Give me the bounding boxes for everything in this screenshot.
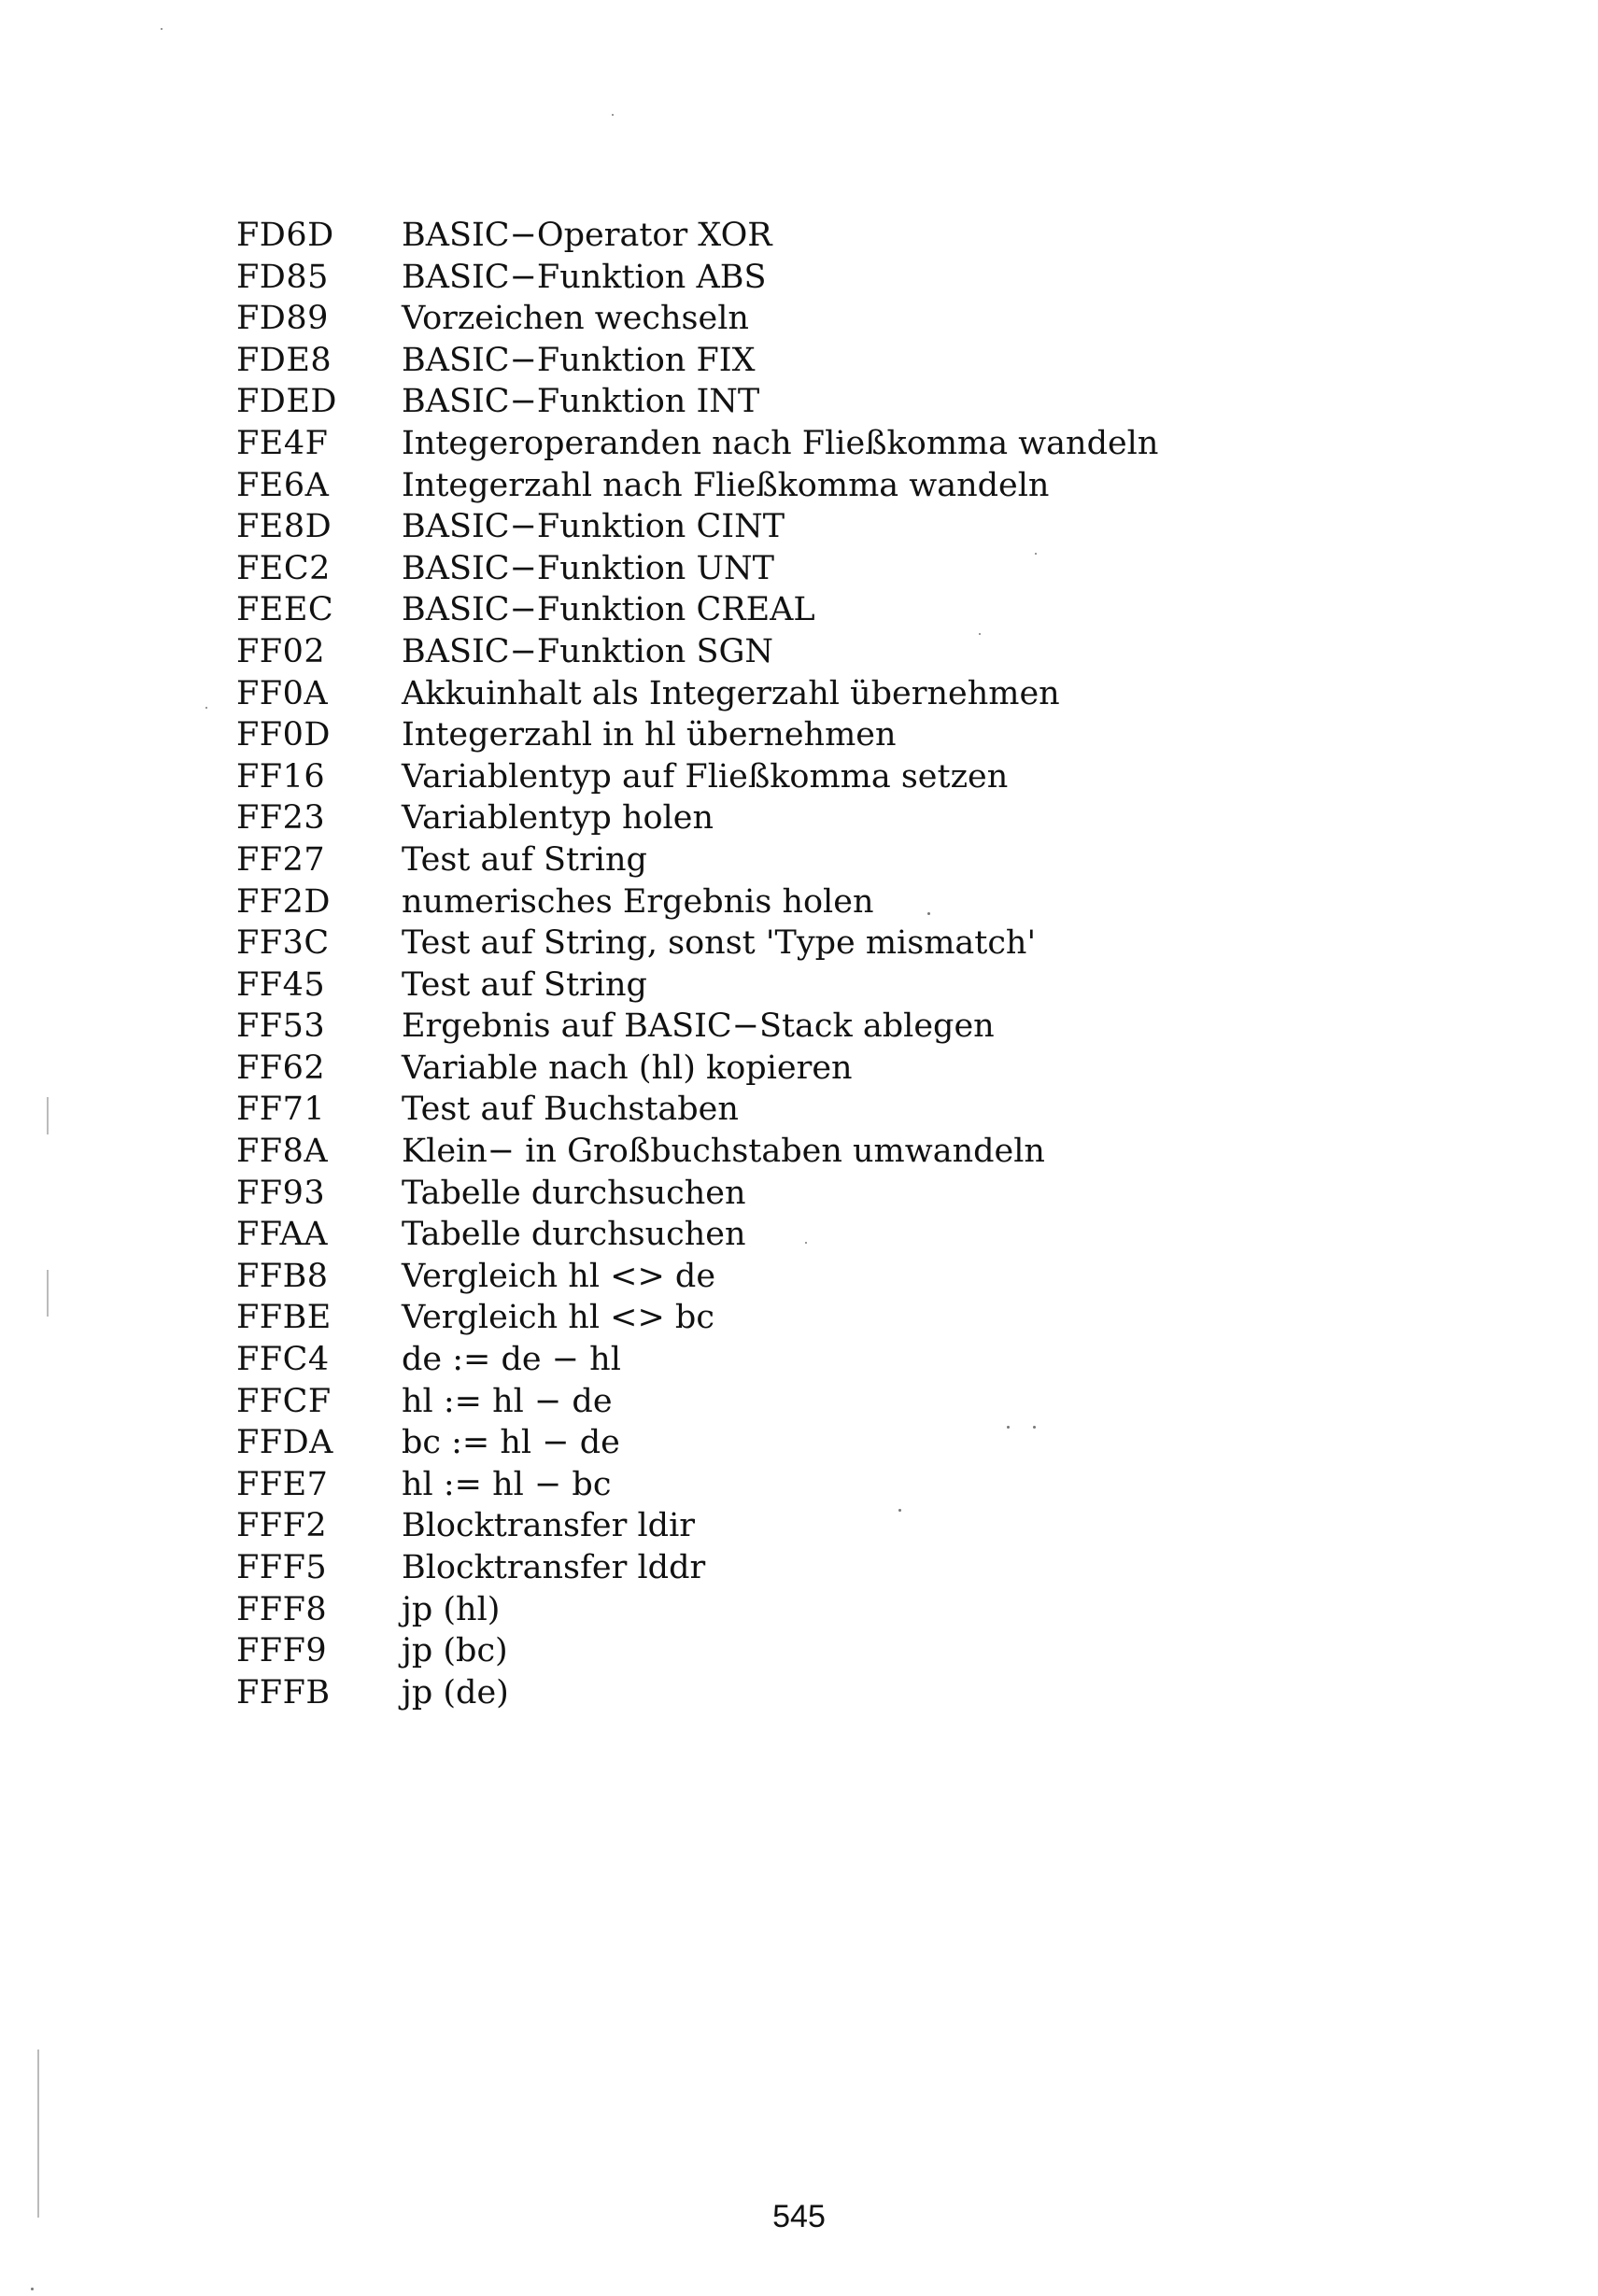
- entry-row: [236, 797, 1158, 839]
- entry-row: [236, 506, 1158, 548]
- entry-row: [236, 298, 1158, 340]
- entry-row: [236, 1589, 1158, 1631]
- entry-address: FF23: [236, 799, 326, 838]
- scan-speck: [612, 114, 614, 116]
- entry-address: FF0D: [236, 716, 331, 754]
- entry-row: [236, 714, 1158, 756]
- entry-description: BASIC−Funktion INT: [402, 383, 760, 421]
- entry-description: Integerzahl nach Fließkomma wandeln: [402, 466, 1050, 504]
- entry-description: hl := hl − de: [402, 1382, 613, 1420]
- entry-description: Variablentyp auf Fließkomma setzen: [402, 757, 1009, 796]
- entry-description: Vergleich hl <> de: [402, 1257, 716, 1295]
- entry-description: Variablentyp holen: [402, 799, 714, 838]
- entry-address: FF8A: [236, 1133, 329, 1171]
- entry-description: Tabelle durchsuchen: [402, 1174, 746, 1212]
- entry-description: BASIC−Funktion FIX: [402, 341, 756, 379]
- entry-row: [236, 1672, 1158, 1714]
- entry-row: [236, 1381, 1158, 1423]
- entry-description: Blocktransfer ldir: [402, 1507, 696, 1545]
- entry-row: [236, 1422, 1158, 1464]
- scan-speck: [805, 1242, 807, 1244]
- scan-speck: [31, 2288, 34, 2290]
- scan-edge-mark: [47, 1270, 49, 1317]
- entry-row: [236, 215, 1158, 257]
- entry-row: [236, 1256, 1158, 1298]
- entry-description: BASIC−Funktion ABS: [402, 258, 767, 296]
- entry-row: [236, 673, 1158, 715]
- entry-row: [236, 257, 1158, 299]
- entry-description: de := de − hl: [402, 1341, 621, 1379]
- entry-address: FE4F: [236, 424, 329, 462]
- scan-edge-mark: [37, 2049, 39, 2218]
- entry-description: Integeroperanden nach Fließkomma wandeln: [402, 424, 1159, 462]
- entry-row: [236, 1048, 1158, 1090]
- entry-row: [236, 465, 1158, 507]
- entry-address: FE8D: [236, 508, 332, 546]
- entry-row: [236, 1339, 1158, 1381]
- entry-description: Variable nach (hl) kopieren: [402, 1049, 853, 1087]
- entry-description: Blocktransfer lddr: [402, 1549, 706, 1586]
- entry-row: [236, 589, 1158, 631]
- entry-address: FFF9: [236, 1632, 328, 1670]
- entry-address: FF02: [236, 632, 326, 670]
- scan-speck: [979, 633, 981, 635]
- entry-address: FDED: [236, 383, 337, 421]
- entry-row: [236, 756, 1158, 798]
- entry-address: FF16: [236, 757, 326, 796]
- entry-row: [236, 381, 1158, 423]
- entry-description: Tabelle durchsuchen: [402, 1216, 746, 1254]
- entry-address: FF2D: [236, 882, 331, 921]
- entry-row: [236, 881, 1158, 923]
- entry-address: FD6D: [236, 217, 334, 254]
- entry-row: [236, 340, 1158, 382]
- entry-description: jp (de): [402, 1673, 509, 1711]
- entry-description: Vergleich hl <> bc: [402, 1299, 714, 1337]
- entry-address: FFFB: [236, 1673, 331, 1711]
- entry-address: FEEC: [236, 591, 334, 629]
- entry-description: numerisches Ergebnis holen: [402, 882, 874, 921]
- entry-address: FD85: [236, 258, 329, 296]
- entry-description: jp (bc): [402, 1632, 508, 1670]
- entry-row: [236, 1505, 1158, 1547]
- entry-description: BASIC−Operator XOR: [402, 217, 772, 254]
- entry-address: FD89: [236, 300, 329, 338]
- entry-description: jp (hl): [402, 1590, 501, 1628]
- scan-speck: [898, 1509, 901, 1512]
- entry-description: Ergebnis auf BASIC−Stack ablegen: [402, 1007, 995, 1046]
- entry-address: FF93: [236, 1174, 326, 1212]
- entry-row: [236, 1089, 1158, 1131]
- entry-row: [236, 1131, 1158, 1173]
- scan-speck: [1033, 1426, 1036, 1429]
- scan-speck: [205, 707, 207, 709]
- entry-address: FF27: [236, 840, 326, 879]
- entry-row: [236, 1214, 1158, 1256]
- scan-edge-mark: [47, 1097, 49, 1134]
- entry-address: FFAA: [236, 1216, 329, 1254]
- scan-speck: [161, 28, 163, 30]
- entry-row: [236, 839, 1158, 881]
- entry-address: FFC4: [236, 1341, 330, 1379]
- scan-speck: [927, 912, 930, 915]
- entry-address: FF45: [236, 965, 326, 1004]
- entry-address: FFB8: [236, 1257, 329, 1295]
- entry-address: FF71: [236, 1091, 326, 1129]
- entry-row: [236, 423, 1158, 465]
- entry-description: BASIC−Funktion UNT: [402, 549, 774, 587]
- entry-description: Test auf String: [402, 965, 647, 1004]
- entry-description: BASIC−Funktion CINT: [402, 508, 785, 546]
- entry-address: FE6A: [236, 466, 330, 504]
- entry-description: BASIC−Funktion SGN: [402, 632, 774, 670]
- entry-row: [236, 1297, 1158, 1339]
- entry-address: FDE8: [236, 341, 332, 379]
- entry-row: [236, 1173, 1158, 1215]
- entry-description: Akkuinhalt als Integerzahl übernehmen: [402, 674, 1060, 712]
- entry-address: FEC2: [236, 549, 331, 587]
- entry-address: FFDA: [236, 1424, 333, 1462]
- scan-speck: [1007, 1426, 1010, 1429]
- scan-speck: [1035, 553, 1037, 555]
- entry-address: FFF5: [236, 1549, 328, 1586]
- routine-address-list: [236, 215, 1158, 1713]
- entry-description: Test auf String, sonst 'Type mismatch': [402, 924, 1037, 963]
- entry-description: Integerzahl in hl übernehmen: [402, 716, 897, 754]
- entry-address: FFF2: [236, 1507, 328, 1545]
- entry-description: Vorzeichen wechseln: [402, 300, 749, 338]
- entry-row: [236, 965, 1158, 1007]
- entry-row: [236, 1547, 1158, 1589]
- entry-description: Klein− in Großbuchstaben umwandeln: [402, 1133, 1045, 1171]
- entry-description: hl := hl − bc: [402, 1465, 612, 1503]
- entry-address: FF0A: [236, 674, 329, 712]
- entry-address: FF53: [236, 1007, 326, 1046]
- entry-address: FFF8: [236, 1590, 328, 1628]
- entry-row: [236, 1006, 1158, 1048]
- entry-row: [236, 631, 1158, 673]
- entry-row: [236, 1630, 1158, 1672]
- entry-address: FFCF: [236, 1382, 332, 1420]
- entry-address: FFBE: [236, 1299, 332, 1337]
- entry-description: BASIC−Funktion CREAL: [402, 591, 815, 629]
- entry-row: [236, 923, 1158, 965]
- entry-address: FF3C: [236, 924, 330, 963]
- entry-description: Test auf Buchstaben: [402, 1091, 739, 1129]
- entry-address: FF62: [236, 1049, 326, 1087]
- entry-description: Test auf String: [402, 840, 647, 879]
- entry-row: [236, 548, 1158, 590]
- page-number: 545: [772, 2199, 826, 2234]
- entry-row: [236, 1464, 1158, 1506]
- entry-description: bc := hl − de: [402, 1424, 620, 1462]
- entry-address: FFE7: [236, 1465, 329, 1503]
